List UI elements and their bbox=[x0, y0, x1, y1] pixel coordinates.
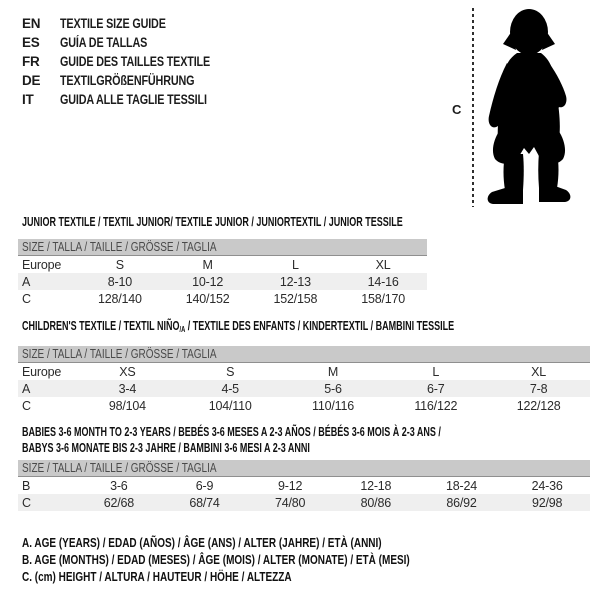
age-cell: 6-7 bbox=[427, 381, 445, 396]
language-row-en bbox=[22, 14, 248, 33]
language-code: DE bbox=[22, 73, 41, 88]
language-row-it bbox=[22, 90, 248, 109]
note-age-years bbox=[22, 536, 507, 553]
height-measure-dashed-line bbox=[472, 8, 474, 207]
age-cell: 3-6 bbox=[110, 478, 128, 493]
row-label: B bbox=[22, 478, 31, 493]
size-cell: M bbox=[327, 364, 339, 379]
size-cell: S bbox=[115, 257, 124, 272]
height-cell: 140/152 bbox=[185, 291, 230, 306]
table-row-height bbox=[18, 494, 590, 511]
children-table-title bbox=[22, 318, 600, 338]
babies-table-title bbox=[22, 424, 600, 456]
row-label: C bbox=[22, 495, 31, 510]
title-pre: CHILDREN'S TEXTILE / TEXTIL NIÑO bbox=[22, 319, 180, 333]
babies-size-table bbox=[18, 460, 590, 511]
height-cell: 152/158 bbox=[273, 291, 318, 306]
size-cell: L bbox=[291, 257, 299, 272]
toddler-silhouette-icon bbox=[483, 6, 573, 206]
table-row-age bbox=[18, 273, 427, 290]
height-cell: 80/86 bbox=[360, 495, 391, 510]
row-label: Europe bbox=[22, 364, 62, 379]
guide-title-fr: GUIDE DES TAILLES TEXTILE bbox=[60, 54, 211, 69]
age-cell: 6-9 bbox=[195, 478, 214, 493]
age-cell: 9-12 bbox=[278, 478, 303, 493]
table-row-age-months bbox=[18, 477, 590, 494]
note-height-cm bbox=[22, 570, 507, 587]
height-cell: 128/140 bbox=[97, 291, 142, 306]
size-cell: L bbox=[432, 364, 440, 379]
junior-size-table bbox=[18, 239, 427, 307]
row-label: A bbox=[22, 274, 31, 289]
table-row-europe bbox=[18, 363, 590, 380]
table-row-age bbox=[18, 380, 590, 397]
guide-title-es: GUÍA DE TALLAS bbox=[60, 35, 148, 50]
table-row-height bbox=[18, 290, 427, 307]
age-cell: 12-18 bbox=[360, 478, 392, 493]
language-code: IT bbox=[22, 92, 34, 107]
age-cell: 14-16 bbox=[367, 274, 399, 289]
guide-title-en: TEXTILE SIZE GUIDE bbox=[60, 16, 166, 31]
size-header-text: SIZE / TALLA / TAILLE / GRÖSSE / TAGLIA bbox=[22, 347, 217, 361]
height-cell: 92/98 bbox=[532, 495, 563, 510]
height-cell: 104/110 bbox=[208, 398, 252, 413]
height-cell: 158/170 bbox=[361, 291, 406, 306]
language-code: EN bbox=[22, 16, 41, 31]
language-title-list bbox=[22, 14, 248, 109]
row-label: Europe bbox=[22, 257, 62, 272]
height-cell: 62/68 bbox=[103, 495, 134, 510]
age-cell: 24-36 bbox=[531, 478, 563, 493]
age-cell: 3-4 bbox=[118, 381, 137, 396]
language-code: ES bbox=[22, 35, 40, 50]
title-post: / TEXTILE DES ENFANTS / KINDERTEXTIL / BAMBINI TESSILE bbox=[185, 319, 455, 333]
row-label: C bbox=[22, 398, 31, 413]
size-cell: XL bbox=[531, 364, 547, 379]
language-row-es bbox=[22, 33, 248, 52]
note-age-months bbox=[22, 553, 507, 570]
guide-title-it: GUIDA ALLE TAGLIE TESSILI bbox=[60, 92, 207, 107]
title-subscript: /A bbox=[179, 325, 186, 334]
age-cell: 5-6 bbox=[324, 381, 342, 396]
size-header-text: SIZE / TALLA / TAILLE / GRÖSSE / TAGLIA bbox=[22, 461, 217, 475]
age-cell: 4-5 bbox=[221, 381, 239, 396]
language-row-fr bbox=[22, 52, 248, 71]
note-age-years-text: A. AGE (YEARS) / EDAD (AÑOS) / ÂGE (ANS) / ALTER (JAHRE) / ETÀ (ANNI) bbox=[22, 536, 382, 550]
age-cell: 7-8 bbox=[529, 381, 548, 396]
size-header-bar bbox=[18, 460, 590, 477]
age-cell: 18-24 bbox=[446, 478, 477, 493]
junior-table-title bbox=[22, 214, 551, 230]
guide-title-de: TEXTILGRÖßENFÜHRUNG bbox=[60, 73, 195, 88]
size-header-text: SIZE / TALLA / TAILLE / GRÖSSE / TAGLIA bbox=[22, 240, 217, 254]
children-size-table bbox=[18, 346, 590, 414]
language-code: FR bbox=[22, 54, 40, 69]
size-cell: XS bbox=[119, 364, 136, 379]
note-height-cm-text: C. (cm) HEIGHT / ALTURA / HAUTEUR / HÖHE / ALTEZZA bbox=[22, 570, 292, 584]
children-table-title-text bbox=[22, 318, 454, 338]
language-row-de bbox=[22, 71, 248, 90]
height-measure-label: C bbox=[452, 102, 462, 117]
age-cell: 12-13 bbox=[279, 274, 311, 289]
height-cell: 74/80 bbox=[275, 495, 306, 510]
table-row-height bbox=[18, 397, 590, 414]
age-cell: 8-10 bbox=[107, 274, 132, 289]
babies-table-title-line1: BABIES 3-6 MONTH TO 2-3 YEARS / BEBÉS 3-6 MESES A 2-3 AÑOS / BÉBÉS 3-6 MOIS À 2-3 ANS / bbox=[22, 425, 441, 439]
babies-table-title-line2: BABYS 3-6 MONATE BIS 2-3 JAHRE / BAMBINI 3-6 MESI A 2-3 ANNI bbox=[22, 441, 310, 455]
table-row-europe bbox=[18, 256, 427, 273]
height-cell: 110/116 bbox=[312, 398, 354, 413]
size-cell: XL bbox=[375, 257, 391, 272]
size-header-bar bbox=[18, 346, 590, 363]
height-cell: 68/74 bbox=[189, 495, 220, 510]
row-label: A bbox=[22, 381, 31, 396]
legend-notes bbox=[22, 536, 507, 587]
age-cell: 10-12 bbox=[192, 274, 224, 289]
height-cell: 98/104 bbox=[108, 398, 146, 413]
size-header-bar bbox=[18, 239, 427, 256]
size-cell: S bbox=[226, 364, 235, 379]
size-cell: M bbox=[202, 257, 213, 272]
junior-table-title-text: JUNIOR TEXTILE / TEXTIL JUNIOR/ TEXTILE JUNIOR / JUNIORTEXTIL / JUNIOR TESSILE bbox=[22, 215, 403, 229]
row-label: C bbox=[22, 291, 31, 306]
height-cell: 86/92 bbox=[446, 495, 477, 510]
height-cell: 122/128 bbox=[516, 398, 561, 413]
height-cell: 116/122 bbox=[414, 398, 458, 413]
note-age-months-text: B. AGE (MONTHS) / EDAD (MESES) / ÂGE (MOIS) / ALTER (MONATE) / ETÀ (MESI) bbox=[22, 553, 410, 567]
